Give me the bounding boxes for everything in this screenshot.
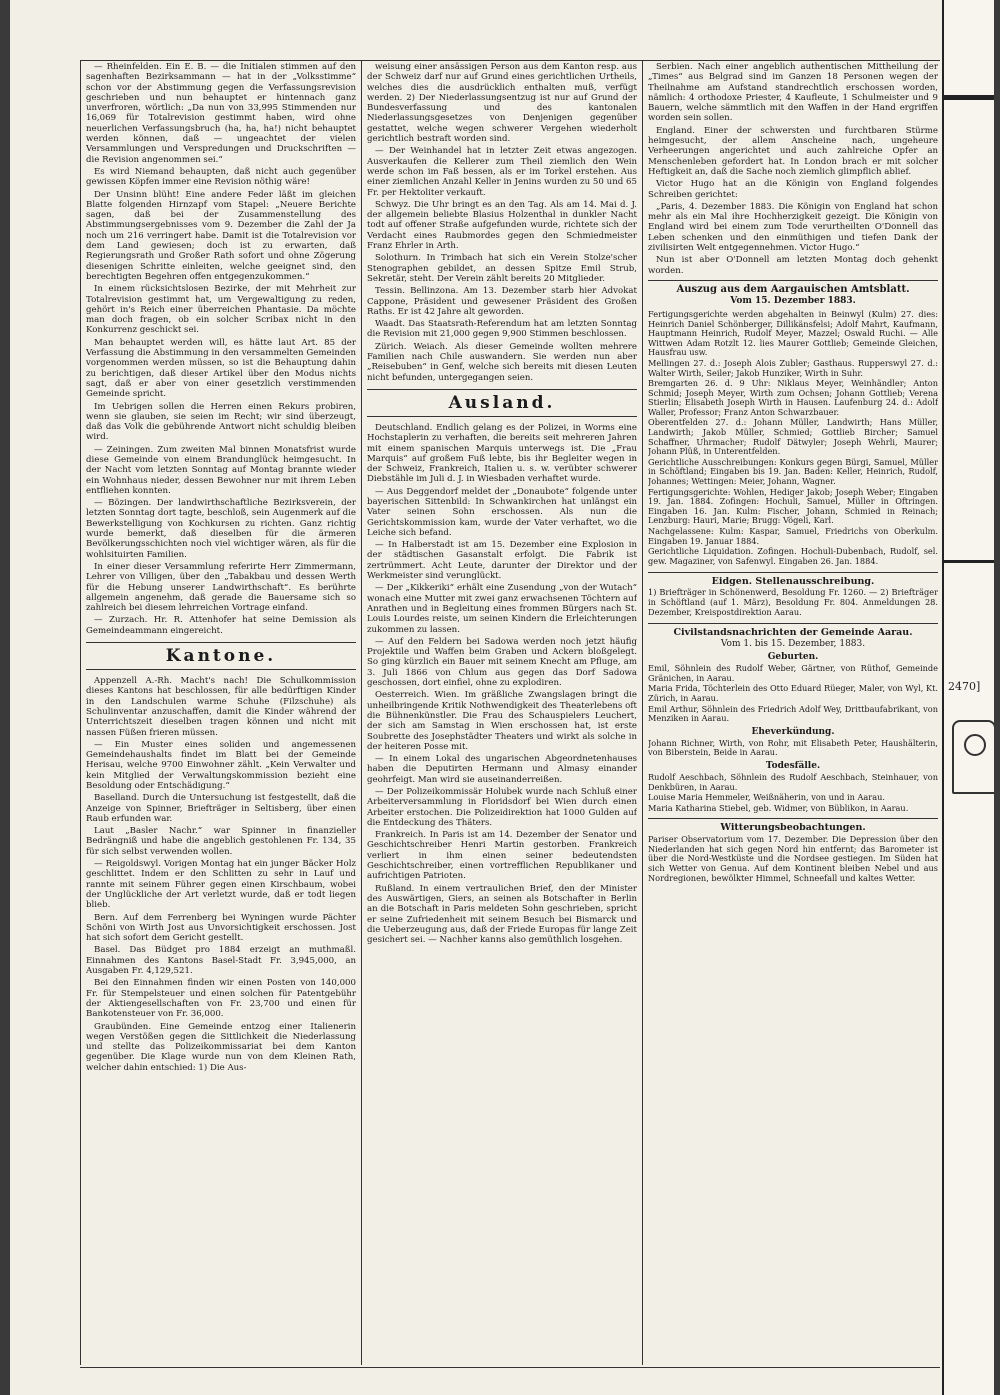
- column-2: [367, 62, 637, 1367]
- paragraph: Nun ist aber O'Donnell am letzten Montag doch gehenkt worden.: [648, 255, 938, 276]
- paragraph: — Zeiningen. Zum zweiten Mal binnen Monatsfrist wurde diese Gemeinde von einem Brandunglück heimgesucht. In der Nacht vom letzten Sonntag auf Montag brannte wieder ein Wohnhaus nieder, dessen Bewohner nur mit ihrem Leben entfliehen konnten.: [86, 444, 356, 496]
- paragraph: — Aus Deggendorf meldet der „Donaubote“ folgende unter bayerischen Sittenbild: In Schwankirchen hat unlängst ein Vater seinen Sohn erschossen. Als nun die Gerichtskommission kam, wurde der Vater verhaftet, wo die Leiche sich befand.: [367, 486, 637, 538]
- birth-entry: Maria Frida, Töchterlein des Otto Eduard Rüeger, Maler, von Wyl, Kt. Zürich, in Aarau.: [648, 683, 938, 703]
- paragraph: — Der Polizeikommissär Holubek wurde nach Schluß einer Arbeiterversammlung in Floridsdorf bei Wien durch einen Arbeiter erstochen. Die Polizeidirektion hat 1000 Gulden auf die Entdeckung des Thäters.: [367, 787, 637, 828]
- amtsblatt-entry: Gerichtliche Ausschreibungen: Konkurs gegen Bürgi, Samuel, Müller in Schöftland; Eingaben bis 19. Jan. Baden: Keller, Heinrich, Rudolf, Johannes; Wettingen: Meier, Johann, Wagner.: [648, 456, 938, 487]
- weather-title: Witterungsbeobachtungen.: [648, 818, 938, 833]
- paragraph: — Der „Kikkeriki“ erhält eine Zusendung „von der Wutach“ wonach eine Mutter mit zwei ganz erwachsenen Töchtern auf Anrathen und in Begleitung eines frommen Bürgers nach St. Louis Lourdes reiste, um seinen Kindern die Erleichterungen zukommen zu lassen.: [367, 583, 637, 635]
- paragraph: weisung einer ansässigen Person aus dem Kanton resp. aus der Schweiz darf nur auf Grund eines gerichtlichen Urtheils, welches dies die ausdrücklich enthalten muß, verfügt werden. 2) Der Niederlassungsentzug ist nur auf Grund der Bundesverfassung und des kantonalen Niederlassungsgesetzes von Denjenigen gegenüber gestattet, welche wegen schwerer Vergehen wiederholt gerichtlich bestraft worden sind.: [367, 62, 637, 145]
- edge-number: 2470]: [948, 680, 981, 693]
- paragraph: Der Unsinn blüht! Eine andere Feder läßt im gleichen Blatte folgenden Hirnzapf vom Stapel: „Neuere Berichte sagen, daß bei der Zusammenstellung des Abstimmungsergebnisses vom 9. Dezember die Zahl der Ja noch um 216 verringert habe. Damit ist die Totalrevision vor dem Land gewiesen; doch ist zu erwarten, daß Regierungsrath und Großer Rath sofort und ohne Zögerung diesenigen Schritte einleiten, welche geeignet sind, den berechtigten Begehren offen entgegenzukommen.“: [86, 189, 356, 282]
- paragraph: Oesterreich. Wien. Im gräßliche Zwangslagen bringt die unheilbringende Kritik Nothwendigkeit des Theaterlebens oft die Bühnenkünstler. Die Frau des Schauspielers Leuchert, der sich am Samstag in Wien erschossen hat, ist erste Soubrette des Josephstädter Theaters und wirkt als solche in der heiteren Posse mit.: [367, 690, 637, 752]
- paragraph: — Zurzach. Hr. R. Attenhofer hat seine Demission als Gemeindeammann eingereicht.: [86, 615, 356, 636]
- section-heading-ausland: Ausland.: [367, 389, 637, 417]
- amtsblatt-entry: Fertigungsgerichte: Wohlen, Hediger Jakob; Joseph Weber; Eingaben 19. Jan. 1884. Zofingen: Hochuli, Samuel, Müller in Oftringen. Eingaben 16. Jan. Kulm: Fischer, Johann, Schmied in Reinach; Lenzburg: Hauri, Marie; Brugg: Vögeli, Karl.: [648, 486, 938, 526]
- paragraph: Serbien. Nach einer angeblich authentischen Mittheilung der „Times“ aus Belgrad sind im Ganzen 18 Personen wegen der Theilnahme am Aufstand standrechtlich erschossen worden, nämlich: 4 orthodoxe Priester, 4 Kaufleute, 1 Schulmeister und 9 Bauern, welche sämmtlich mit den Waffen in der Hand ergriffen worden sein sollen.: [648, 62, 938, 124]
- paragraph: — Ein Muster eines soliden und angemessenen Gemeindehaushalts findet im Blatt bei der Gemeinde Herisau, welche 9700 Einwohner zählt. „Kein Verwalter und kein Mitglied der Verwaltungskommission bezieht eine Besoldung oder Entschädigung.“: [86, 739, 356, 791]
- paragraph: Tessin. Bellinzona. Am 13. Dezember starb hier Advokat Cappone, Präsident und gewesener Präsident des Großen Raths. Er ist 42 Jahre alt geworden.: [367, 286, 637, 317]
- bottom-rule: [80, 1367, 940, 1368]
- paragraph: — In Halberstadt ist am 15. Dezember eine Explosion in der städtischen Gasanstalt erfolgt. Die Fabrik ist zertrümmert. Acht Leute, darunter der Direktor und der Werkmeister sind verunglückt.: [367, 540, 637, 582]
- paragraph: Man behauptet werden will, es hätte laut Art. 85 der Verfassung die Abstimmung in den versammelten Gemeinden vorgenommen werden müssen, so ist die Behauptung dahin zu berichtigen, daß dieser Artikel über den Modus nichts sagt, daß er aber von einer gesetzlich verstimmenden Gemeinde spricht.: [86, 337, 356, 400]
- paragraph: „Paris, 4. Dezember 1883. Die Königin von England hat schon mehr als ein Mal ihre Hochherzigkeit gezeigt. Die Königin von England wird bei einem zum Tode verurtheilten O'Donnell das Leben schenken und den einmüthigen und tiefen Dank der zivilisirten Welt entgegennehmen. Victor Hugo.“: [648, 201, 938, 254]
- stellen-text: 1) Briefträger in Schönenwerd, Besoldung Fr. 1260. — 2) Briefträger in Schöftland (auf 1. März), Besoldung Fr. 804. Anmeldungen 28. Dezember, Kreispostdirektion Aarau.: [648, 587, 938, 617]
- paragraph: — Rheinfelden. Ein E. B. — die Initialen stimmen auf den sagenhaften Bezirksammann — hat in der „Volksstimme“ schon vor der Abstimmung gegen die Verfassungsrevision geschrieben und nun behauptet er hintennach ganz unverfroren, wörtlich: „Da nun von 33,995 Stimmenden nur 16,069 für Totalrevision gestimmt haben, wird ohne neuerlichen Verfassungsbruch (ha, ha, ha!) nicht behauptet werden können, daß — ungeachtet der vielen Versammlungen und Verspredungen und Druckschriften — die Revision angenommen sei.“: [86, 62, 356, 165]
- paragraph: Zürich. Weiach. Als dieser Gemeinde wollten mehrere Familien nach Chile auswandern. Sie werden nun aber „Reisebuben“ in Genf, welche sich bereits mit diesen Leuten nicht befunden, untergegangen seien.: [367, 341, 637, 383]
- weather-text: Pariser Observatorium vom 17. Dezember. Die Depression über den Niederlanden hat sich gegen Nord hin entfernt; das Barometer ist über die Nord-Westküste und die Nordsee gestiegen. Im Süden hat sich Wetter von Genua. Auf dem Kontinent bleiben Nebel und aus Nordregionen, bewölkter Himmel, Schneefall und kaltes Wetter.: [648, 834, 938, 883]
- section-heading-kantone: Kantone.: [86, 642, 356, 670]
- paragraph: Solothurn. In Trimbach hat sich ein Verein Stolze'scher Stenographen gebildet, an dessen Spitze Emil Strub, Sekretär, steht. Der Verein zählt bereits 20 Mitglieder.: [367, 253, 637, 284]
- top-rule: [80, 60, 940, 61]
- paragraph: Schwyz. Die Uhr bringt es an den Tag. Als am 14. Mai d. J. der allgemein beliebte Blasius Holzenthal in dunkler Nacht todt auf offener Straße aufgefunden wurde, richtete sich der Verdacht eines Raubmordes gegen den Schmiedmeister Franz Ehrler in Arth.: [367, 199, 637, 252]
- edge-ornament: [944, 95, 996, 100]
- deaths-title: Todesfälle.: [765, 760, 821, 771]
- clock-icon: [952, 720, 996, 794]
- paragraph: — Reigoldswyl. Vorigen Montag hat ein junger Bäcker Holz geschlittet. Indem er den Schlitten zu sehr in Lauf und rannte mit seinem Führer gegen einen Kirschbaum, wobei der Unglückliche der Art verletzt wurde, daß er todt liegen blieb.: [86, 859, 356, 911]
- civil-date: Vom 1. bis 15. Dezember, 1883.: [720, 639, 866, 650]
- birth-entry: Emil Arthur, Söhnlein des Friedrich Adolf Wey, Drittbaufabrikant, von Menziken in Aarau.: [648, 703, 938, 724]
- paragraph: England. Einer der schwersten und furchtbaren Stürme heimgesucht, der allem Anscheine nach, ungeheure Verheerungen angerichtet und auch zahlreiche Opfer an Menschenleben gefordert hat. In London brach er mit solcher Heftigkeit an, daß die Sache noch ziemlich glimpflich ablief.: [648, 125, 938, 177]
- paragraph: — Der Weinhandel hat in letzter Zeit etwas angezogen. Ausverkaufen die Kellerer zum Theil ziemlich den Wein werde schon im Faß bessen, als er im Torkel erstehen. Aus einer ziemlichen Anzahl Keller in Jenins wurden zu 50 und 65 Fr. per Hektoliter verkauft.: [367, 146, 637, 198]
- column-rule-1: [361, 60, 362, 1365]
- amtsblatt-entry: Oberentfelden 27. d.: Johann Müller, Landwirth; Hans Müller, Landwirth; Jakob Müller, Schmied; Gottlieb Bircher; Samuel Schaffner, Uhrmacher; Rudolf Dätwyler; Joseph Wehrli, Maurer; Johann Plüß, in Unterentfelden.: [648, 417, 938, 457]
- paragraph: Appenzell A.-Rh. Macht's nach! Die Schulkommission dieses Kantons hat beschlossen, für alle bedürftigen Kinder in den Landschulen warme Schuhe (Filzschuhe) als Schulinventar anzuschaffen, damit die Kinder während der Unterrichtszeit dieselben tragen können und nicht mit nassen Füßen frieren müssen.: [86, 676, 356, 738]
- paragraph: Es wird Niemand behaupten, daß nicht auch gegenüber gewissen Köpfen immer eine Revision nöthig wäre!: [86, 166, 356, 188]
- column-3: [648, 62, 938, 1367]
- paragraph: In einem rücksichtslosen Bezirke, der mit Mehrheit zur Totalrevision gestimmt hat, um Vergewaltigung zu reden, gehört in's Reich einer überreichen Phantasie. Da möchte man doch fragen, ob ein solcher Scribax nicht in den Konkurrenz geschickt sei.: [86, 284, 356, 336]
- stellen-title: Eidgen. Stellenausschreibung.: [648, 572, 938, 587]
- paragraph: — Auf den Feldern bei Sadowa werden noch jetzt häufig Projektile und Waffen beim Graben und Ackern bloßgelegt. So ging kürzlich ein Bauer mit seinem Knecht am Pfluge, am 3. Juli 1866 von Chlum aus gegen das Dorf Sadowa geschossen, dort einfiel, ohne zu explodiren.: [367, 636, 637, 689]
- paragraph: — Bözingen. Der landwirthschaftliche Bezirksverein, der letzten Sonntag dort tagte, beschloß, sein Augenmerk auf die Bewerkstelligung von Kochkursen zu richten. Ganz richtig wurde bemerkt, daß dieselben für die ärmeren Bevölkerungsschichten noch viel wichtiger wären, als für die wohlsituirten Familien.: [86, 498, 356, 560]
- paragraph: Bei den Einnahmen finden wir einen Posten von 140,000 Fr. für Stempelsteuer und einen solchen für Patentgebühr der Aktiengesellschaften von Fr. 23,700 und einen für Bankotensteuer von Fr. 36,000.: [86, 978, 356, 1020]
- paragraph: Waadt. Das Staatsrath-Referendum hat am letzten Sonntag die Revision mit 21,000 gegen 9,900 Stimmen beschlossen.: [367, 319, 637, 340]
- paragraph: In einer dieser Versammlung referirte Herr Zimmermann, Lehrer von Villigen, über den „Tabakbau und dessen Werth für die Hebung unserer Landwirthschaft“. Es berührte allgemein angenehm, daß gerade die Bauersame sich so zahlreich bei diesem lehrreichen Vortrage einfand.: [86, 561, 356, 614]
- civil-title: Civilstandsnachrichten der Gemeinde Aarau.: [648, 623, 938, 638]
- amtsblatt-date: Vom 15. Dezember 1883.: [730, 295, 856, 306]
- paragraph: Rußland. In einem vertraulichen Brief, den der Minister des Auswärtigen, Giers, an seinen als Botschafter in Berlin an die Botschaft in Paris meldeten Sohn geschrieben, spricht er seine Zufriedenheit mit seinem Besuch bei Bismarck und die Ueberzeugung aus, daß der Friede Europas für lange Zeit gesichert sei. — Nachher kanns also gemüthlich losgehen.: [367, 883, 637, 946]
- amtsblatt-entry: Bremgarten 26. d. 9 Uhr: Niklaus Meyer, Weinhändler; Anton Schmid; Joseph Meyer, Wirth zum Ochsen; Johann Gottlieb; Verena Stierlin; Elisabeth Joseph Wirth in Hausen. Laufenburg 24. d.: Adolf Waller, Professor; Franz Anton Schwarzbauer.: [648, 378, 938, 417]
- death-entry: Louise Maria Hemmeler, Weißnäherin, von und in Aarau.: [648, 792, 885, 803]
- amtsblatt-entry: Fertigungsgerichte werden abgehalten in Beinwyl (Kulm) 27. dies: Heinrich Daniel Schönberger, Dillikänsfelsi; Adolf Mahrt, Kaufmann, Hauptmann Heinrich, Rudolf Meyer, Mazzel; Oswald Ruchi. — Alle Wittwen Adam Rotzlt 12. lies Maurer Gottlieb; Gemeinde Gleichen, Hausfrau usw.: [648, 308, 938, 358]
- amtsblatt-entry: Mellingen 27. d.: Joseph Alois Zubler; Gasthaus. Rupperswyl 27. d.: Walter Wirth, Seiler; Jakob Hunziker, Wirth in Suhr.: [648, 357, 938, 378]
- paragraph: Basel. Das Büdget pro 1884 erzeigt an muthmaßl. Einnahmen des Kantons Basel-Stadt Fr. 3,945,000, an Ausgaben Fr. 4,129,521.: [86, 945, 356, 977]
- paragraph: Laut „Basler Nachr.“ war Spinner in finanzieller Bedrängniß und habe die angeblich gestohlenen Fr. 134, 35 für sich selbst verwenden wollen.: [86, 826, 356, 857]
- death-entry: Rudolf Aeschbach, Söhnlein des Rudolf Aeschbach, Steinhauer, von Denkbüren, in Aarau.: [648, 771, 938, 792]
- marriage-entry: Johann Richner, Wirth, von Rohr, mit Elisabeth Peter, Haushälterin, von Biberstein, Beide in Aarau.: [648, 737, 938, 758]
- adjacent-page-strip: [942, 0, 996, 1395]
- column-rule-2: [642, 60, 643, 1365]
- amtsblatt-entry: Gerichtliche Liquidation. Zofingen. Hochuli-Dubenbach, Rudolf, sel. gew. Magaziner, von Safenwyl. Eingaben 26. Jan. 1884.: [648, 546, 938, 566]
- amtsblatt-title: Auszug aus dem Aargauischen Amtsblatt.: [648, 280, 938, 295]
- paragraph: Baselland. Durch die Untersuchung ist festgestellt, daß die Anzeige von Spinner, Briefträger in Seltisberg, über einen Raub erfunden war.: [86, 793, 356, 824]
- paragraph: Im Uebrigen sollen die Herren einen Rekurs probiren, wenn sie glauben, sie seien im Recht; wir sind überzeugt, daß das Volk die gebührende Antwort nicht schuldig bleiben wird.: [86, 401, 356, 443]
- amtsblatt-entry: Nachgelassene: Kulm: Kaspar, Samuel, Friedrichs von Oberkulm. Eingaben 19. Januar 1884.: [648, 526, 938, 546]
- marriages-title: Eheverkündung.: [751, 726, 835, 737]
- birth-entry: Emil, Söhnlein des Rudolf Weber, Gärtner, von Rüthof, Gemeinde Gränichen, in Aarau.: [648, 663, 938, 683]
- page-edge-right: [994, 0, 1000, 1395]
- page-edge-left: [0, 0, 10, 1395]
- paragraph: Bern. Auf dem Ferrenberg bei Wyningen wurde Pächter Schöni von Wirth Jost aus Unvorsichtigkeit erschossen. Jost hat sich sofort dem Gericht gestellt.: [86, 912, 356, 944]
- paragraph: Frankreich. In Paris ist am 14. Dezember der Senator und Geschichtschreiber Henri Martin gestorben. Frankreich verliert in ihm einen seiner bedeutendsten Geschichtschreiber, einen vortrefflichen Republikaner und aufrichtigen Patrioten.: [367, 830, 637, 882]
- births-title: Geburten.: [767, 652, 819, 663]
- paragraph: Victor Hugo hat an die Königin von England folgendes Schreiben gerichtet:: [648, 179, 938, 200]
- column-1: [86, 62, 356, 1367]
- left-rule: [80, 60, 81, 1365]
- paragraph: Deutschland. Endlich gelang es der Polizei, in Worms eine Hochstaplerin zu verhaften, die bereits seit mehreren Jahren mit einem spanischen Marquis unterwegs ist. Die „Frau Marquis“ auf großem Fuß lebte, bis ihr Begleiter wegen in der Schweiz, Frankreich, Italien u. s. w. verübter schwerer Diebstähle im Juli d. J. in Wiesbaden verhaftet wurde.: [367, 422, 637, 485]
- paragraph: Graubünden. Eine Gemeinde entzog einer Italienerin wegen Verstößen gegen die Sittlichkeit die Niederlassung und stellte das Polizeikommissariat bei dem Kanton gegenüber. Die Klage wurde nun von dem Kleinen Rath, welcher dahin entschied: 1) Die Aus-: [86, 1021, 356, 1073]
- edge-ornament: [944, 560, 996, 563]
- death-entry: Maria Katharina Stiebel, geb. Widmer, von Büblikon, in Aarau.: [648, 802, 909, 813]
- paragraph: — In einem Lokal des ungarischen Abgeordnetenhauses haben die Deputirten Hermann und Almasy einander geohrfeigt. Man wird sie auseinanderreißen.: [367, 754, 637, 785]
